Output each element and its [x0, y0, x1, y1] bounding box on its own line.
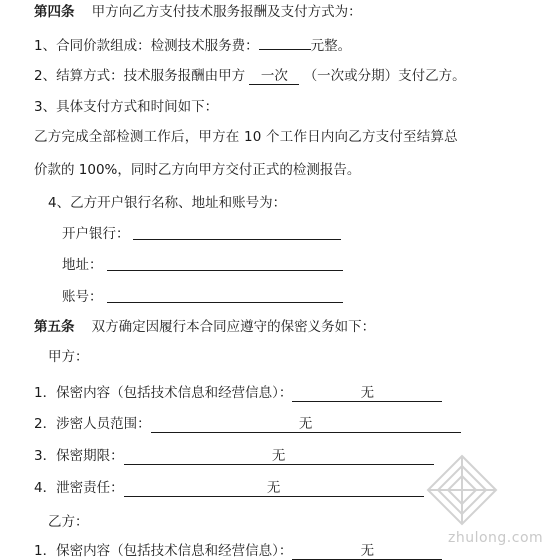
bank-account-label: 账号： — [62, 289, 103, 305]
a-item-3-label: 3．保密期限： — [34, 448, 124, 464]
bank-name-field — [133, 239, 341, 240]
a-item-3 — [34, 447, 434, 465]
article4-title: 甲方向乙方支付技术服务报酬及支付方式为： — [91, 4, 362, 20]
item1-suffix: 元整。 — [310, 38, 352, 54]
article5-title: 双方确定因履行本合同应遵守的保密义务如下： — [91, 319, 376, 335]
item1-prefix: 1、合同价款组成：检测技术服务费： — [34, 38, 259, 54]
bank-account-field — [107, 302, 343, 303]
a-item-4-value: 无 — [124, 480, 424, 497]
article4-heading-line — [34, 3, 362, 21]
watermark-text: zhulong.com — [448, 530, 543, 546]
a-item-2-value: 无 — [151, 416, 461, 433]
bank-name-label: 开户银行： — [62, 226, 130, 242]
b-item-1-value: 无 — [292, 543, 442, 560]
article4-item3: 3、具体支付方式和时间如下： — [34, 99, 219, 115]
item1-fee-blank — [259, 49, 311, 50]
article4-para-line2: 价款的 100%，同时乙方向甲方交付正式的检测报告。 — [34, 162, 361, 178]
a-item-4 — [34, 479, 424, 497]
a-item-1 — [34, 384, 442, 402]
a-item-4-label: 4．泄密责任： — [34, 480, 124, 496]
party-b-label: 乙方： — [48, 514, 89, 530]
article5-heading: 第五条 — [34, 319, 75, 335]
article4-item4: 4、乙方开户银行名称、地址和账号为： — [48, 195, 287, 211]
zhulong-logo-icon — [424, 452, 500, 528]
article4-item1 — [34, 37, 351, 55]
bank-address-label: 地址： — [62, 257, 103, 273]
a-item-2 — [34, 415, 461, 433]
item2-suffix: （一次或分期）支付乙方。 — [303, 68, 466, 84]
b-item-1 — [34, 542, 442, 560]
a-item-3-value: 无 — [124, 448, 434, 465]
a-item-1-value: 无 — [292, 385, 442, 402]
article4-heading: 第四条 — [34, 4, 75, 20]
item2-prefix: 2、结算方式：技术服务报酬由甲方 — [34, 68, 246, 84]
article4-para-line1: 乙方完成全部检测工作后，甲方在 10 个工作日内向乙方支付至结算总 — [34, 129, 458, 145]
b-item-1-label: 1．保密内容（包括技术信息和经营信息）： — [34, 543, 293, 559]
a-item-2-label: 2．涉密人员范围： — [34, 416, 151, 432]
a-item-1-label: 1．保密内容（包括技术信息和经营信息）： — [34, 385, 293, 401]
article5-heading-line — [34, 318, 375, 336]
bank-address-field — [107, 270, 343, 271]
item2-payment-value: 一次 — [249, 68, 299, 85]
party-a-label: 甲方： — [48, 349, 89, 365]
article4-item2 — [34, 67, 466, 85]
